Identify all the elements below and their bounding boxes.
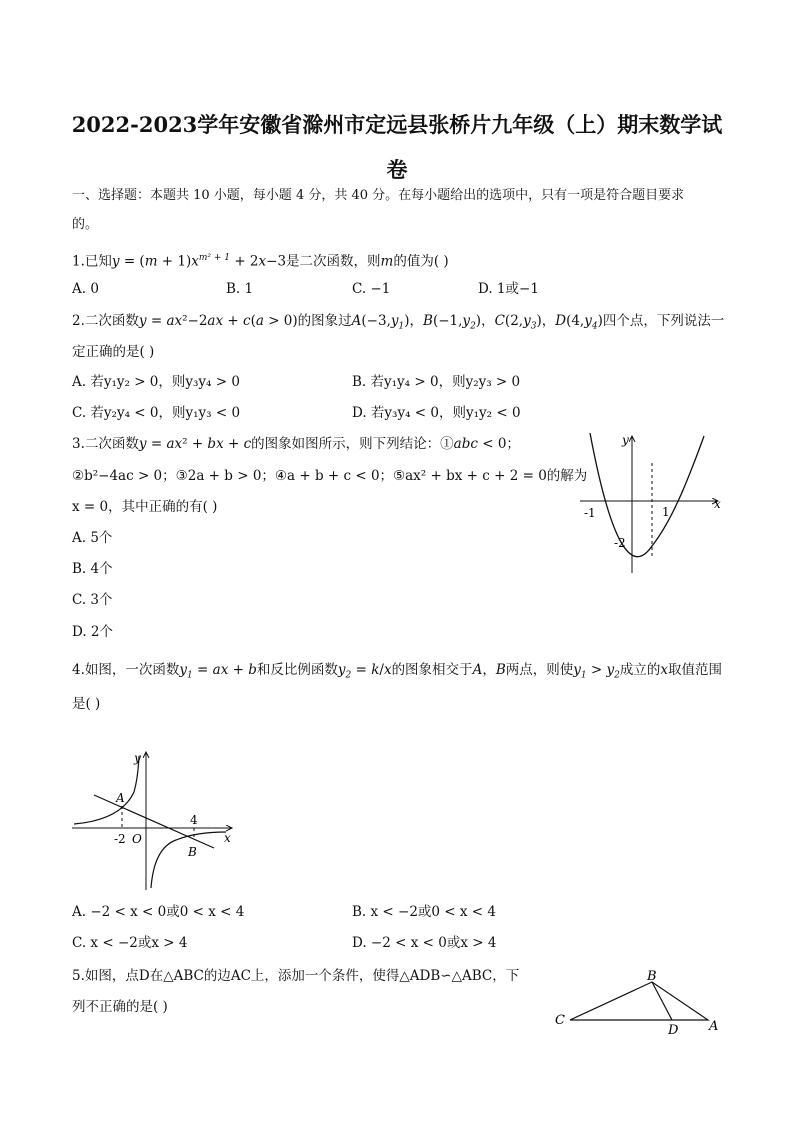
x-axis-label: x xyxy=(714,497,721,511)
section-header-cont: 的。 xyxy=(72,217,99,232)
q2-option-a[interactable]: A. 若y₁y₂ > 0，则y₃y₄ > 0 xyxy=(72,374,240,390)
question-3-cont: ②b²−4ac > 0；③2a + b > 0；④a + b + c < 0；⑤ax² + bx + c + 2 = 0的解为 xyxy=(72,468,588,484)
origin-label: O xyxy=(132,832,142,846)
q5-triangle-figure xyxy=(550,964,730,1044)
tick-1: 1 xyxy=(662,505,670,519)
hyperbola-branch-right xyxy=(151,832,226,888)
q1-option-d[interactable]: D. 1或−1 xyxy=(478,281,539,297)
q2-option-d[interactable]: D. 若y₃y₄ < 0，则y₁y₂ < 0 xyxy=(352,405,521,421)
question-4-cont: 是( ) xyxy=(72,696,101,712)
q3-option-c[interactable]: C. 3个 xyxy=(72,592,113,608)
y-axis-label: y xyxy=(134,751,141,765)
vertex-a-label: A xyxy=(709,1019,719,1034)
q1-option-c[interactable]: C. −1 xyxy=(352,281,391,297)
segment-bd xyxy=(652,982,672,1020)
tick-neg2: -2 xyxy=(614,536,626,550)
question-5-cont: 列不正确的是( ) xyxy=(72,999,168,1015)
question-3: 3.二次函数y = ax² + bx + c的图象如图所示，则下列结论：①abc < 0； xyxy=(72,436,520,452)
question-3-cont-2: x = 0，其中正确的有( ) xyxy=(72,499,218,515)
title-line-1: 2022-2023学年安徽省滁州市定远县张桥片九年级（上）期末数学试 xyxy=(71,112,723,137)
point-a-label: A xyxy=(116,791,125,805)
question-1: 1.已知$y = (m + 1)x^{m^2 + 1} + 2x-3$是二次函数，则m的值为( ) xyxy=(72,253,449,270)
q3-option-a[interactable]: A. 5个 xyxy=(72,530,113,546)
hyperbola-branch-left xyxy=(74,756,139,824)
q4-option-b[interactable]: B. x < −2或0 < x < 4 xyxy=(352,904,496,920)
x-axis-label: x xyxy=(224,831,231,845)
q3-option-b[interactable]: B. 4个 xyxy=(72,561,113,577)
question-2-cont: 定正确的是( ) xyxy=(72,344,155,360)
q4-option-a[interactable]: A. −2 < x < 0或0 < x < 4 xyxy=(72,904,245,920)
vertex-c-label: C xyxy=(555,1013,565,1028)
section-header: 一、选择题：本题共 10 小题，每小题 4 分，共 40 分。在每小题给出的选项中，只有一项是符合题目要求 xyxy=(72,188,685,203)
q4-option-d[interactable]: D. −2 < x < 0或x > 4 xyxy=(352,935,497,951)
q2-option-c[interactable]: C. 若y₂y₄ < 0，则y₁y₃ < 0 xyxy=(72,405,241,421)
q4-option-c[interactable]: C. x < −2或x > 4 xyxy=(72,935,188,951)
y-axis-label: y xyxy=(622,433,629,447)
tick-neg2: -2 xyxy=(114,832,126,846)
triangle-abc xyxy=(570,982,708,1020)
vertex-b-label: B xyxy=(647,969,657,984)
point-b-label: B xyxy=(188,845,197,859)
paper-title xyxy=(60,102,734,192)
tick-4: 4 xyxy=(190,813,198,827)
q2-option-b[interactable]: B. 若y₁y₄ > 0，则y₂y₃ > 0 xyxy=(352,374,521,390)
point-d-label: D xyxy=(668,1023,679,1038)
q3-parabola-figure xyxy=(570,428,730,578)
tick-neg1: -1 xyxy=(584,506,596,520)
question-5: 5.如图，点D在△ABC的边AC上，添加一个条件，使得△ADB∽△ABC，下 xyxy=(72,968,520,984)
q4-function-figure xyxy=(66,748,242,893)
question-2: 2.二次函数y = ax²−2ax + c(a > 0)的图象过$A(-3,y_1)$，$B(-1,y_2)$，$C(2,y_3)$，$D(4,y_4)$四个点，下列说法一 xyxy=(72,313,725,332)
title-line-2: 卷 xyxy=(386,157,408,182)
q3-option-d[interactable]: D. 2个 xyxy=(72,624,114,640)
q1-option-b[interactable]: B. 1 xyxy=(226,281,254,297)
q1-option-a[interactable]: A. 0 xyxy=(72,281,99,297)
question-4: 4.如图，一次函数$y_1$ = ax + b和反比例函数$y_2 = k/x$的图象相交于A，B两点，则使$y_1 > y_2$成立的x取值范围 xyxy=(72,662,723,681)
parabola-curve xyxy=(590,433,704,557)
